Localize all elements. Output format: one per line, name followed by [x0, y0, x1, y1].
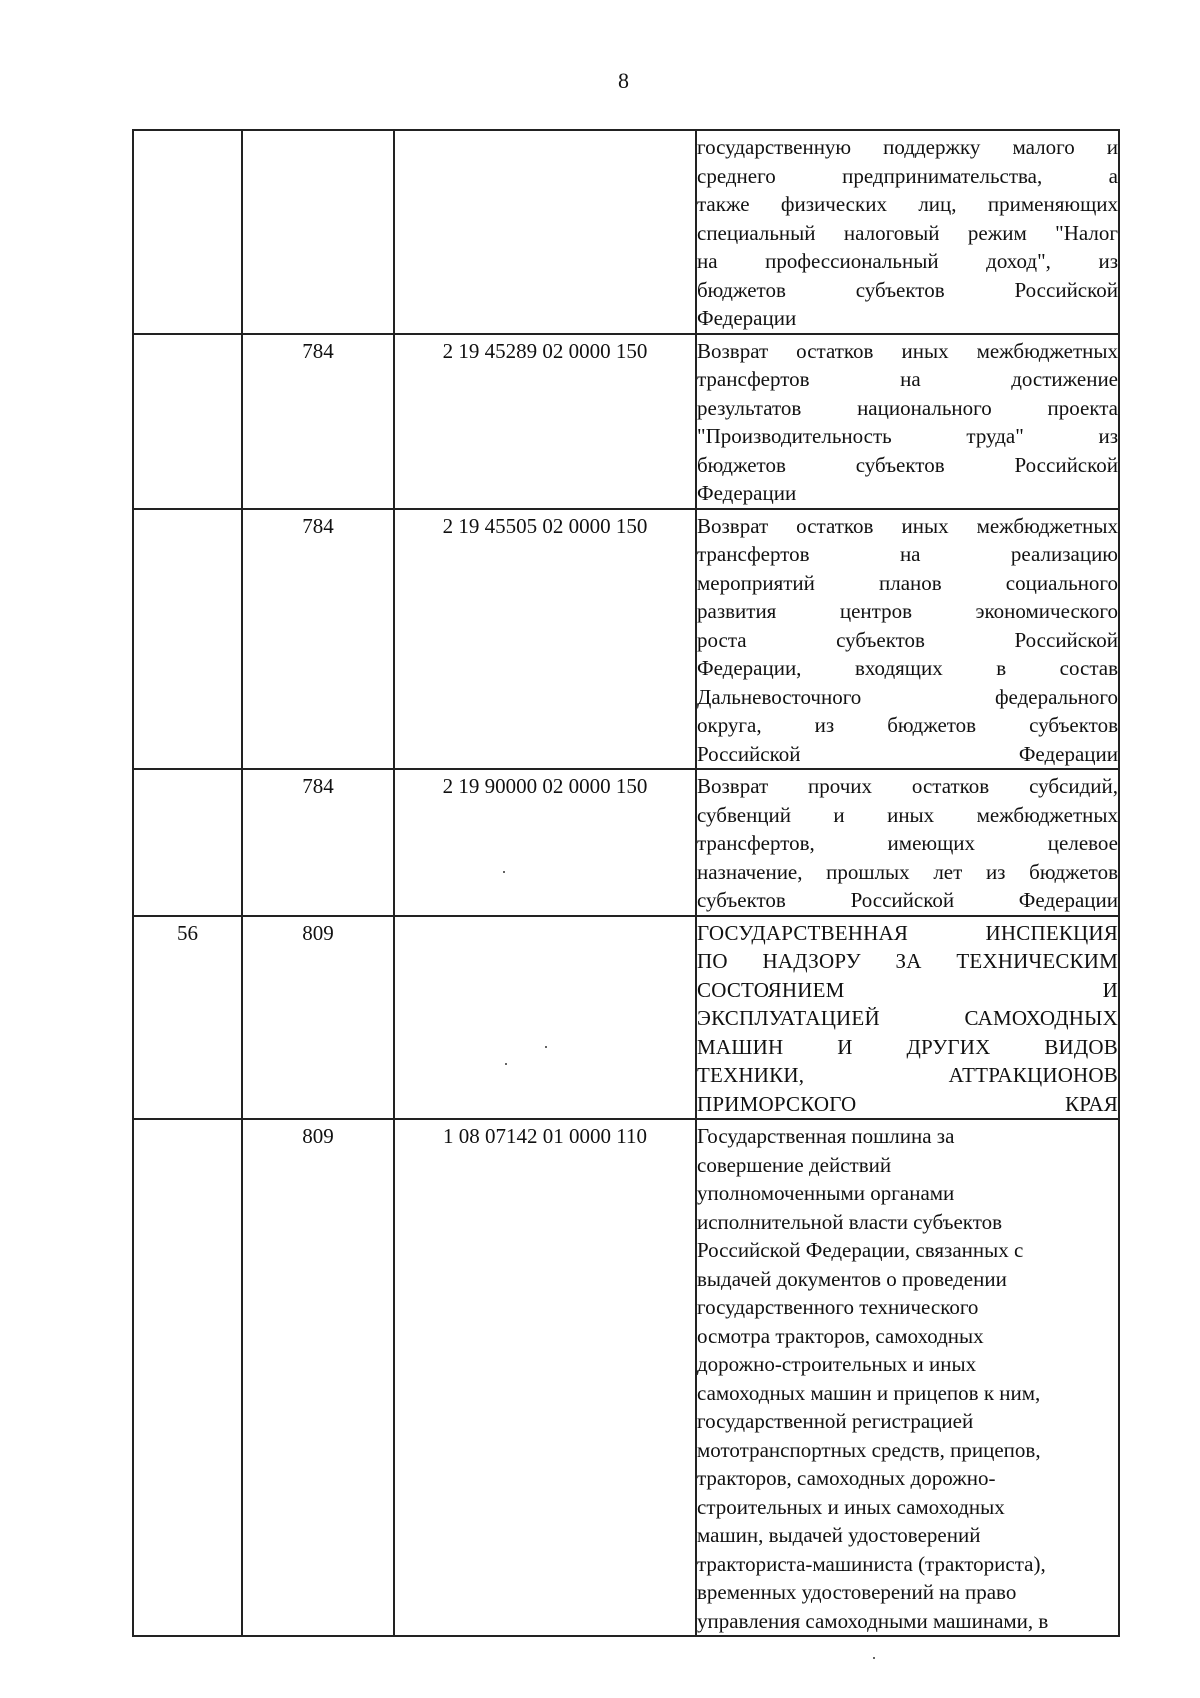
kbk-code-cell — [394, 509, 696, 770]
row-number-cell — [133, 334, 242, 509]
description-line: самоходных машин и прицепов к ним, — [697, 1380, 1041, 1405]
description-line: роста субъектов Российской — [697, 627, 1118, 652]
description-line: на профессиональный доход", из — [697, 249, 1118, 273]
scan-speck — [503, 871, 505, 873]
table-row — [133, 916, 1119, 1120]
description-line: СОСТОЯНИЕМ И — [697, 977, 1118, 1002]
description-line: трансфертов, имеющих целевое — [697, 831, 1118, 855]
admin-code-cell-text: 809 — [302, 920, 334, 945]
description-line: Дальневосточного федерального — [697, 684, 1118, 709]
description-line: Российской Федерации — [697, 741, 1118, 766]
table-row — [133, 1119, 1119, 1636]
description-line: государственного технического — [697, 1295, 979, 1319]
description-line: дорожно-строительных и иных — [697, 1352, 977, 1376]
kbk-code-cell-text — [395, 917, 695, 919]
description-line: специальный налоговый режим "Налог — [697, 220, 1118, 245]
description-line: округа, из бюджетов субъектов — [697, 713, 1118, 737]
kbk-code-cell-text: 1 08 07142 01 0000 110 — [443, 1124, 647, 1148]
description-cell — [696, 769, 1119, 916]
description-line: машин, выдачей удостоверений — [697, 1523, 981, 1547]
description-line: ТЕХНИКИ, АТТРАКЦИОНОВ — [697, 1063, 1118, 1087]
budget-codes-table — [132, 129, 1120, 1637]
description-line: бюджетов субъектов Российской — [697, 277, 1118, 302]
row-number-cell-text — [134, 131, 241, 133]
description-line: "Производительность труда" из — [697, 424, 1118, 448]
description-line: выдачей документов о проведении — [697, 1266, 1007, 1291]
page-number: 8 — [618, 68, 629, 93]
admin-code-cell — [242, 916, 394, 1120]
description-line: строительных и иных самоходных — [697, 1494, 1005, 1519]
description-line: тракториста-машиниста (тракториста), — [697, 1551, 1046, 1576]
description-line: мототранспортных средств, прицепов, — [697, 1437, 1041, 1462]
description-line: Возврат остатков иных межбюджетных — [697, 513, 1118, 538]
kbk-code-cell — [394, 916, 696, 1120]
description-line: трансфертов на реализацию — [697, 542, 1118, 566]
row-number-cell-text — [134, 770, 241, 772]
scan-speck — [873, 1657, 875, 1659]
row-number-cell — [133, 1119, 242, 1636]
kbk-code-cell-text: 2 19 45505 02 0000 150 — [442, 513, 648, 538]
row-number-cell-text — [134, 510, 241, 512]
description-line: субъектов Российской Федерации — [697, 888, 1118, 912]
description-line: среднего предпринимательства, а — [697, 163, 1118, 188]
admin-code-cell — [242, 769, 394, 916]
admin-code-cell — [242, 509, 394, 770]
description-cell — [696, 509, 1119, 770]
description-line: бюджетов субъектов Российской — [697, 452, 1118, 477]
description-line: временных удостоверений на право — [697, 1580, 1017, 1604]
admin-code-cell-text: 784 — [302, 774, 334, 798]
admin-code-cell — [242, 1119, 394, 1636]
description-line: Возврат остатков иных межбюджетных — [697, 338, 1118, 363]
row-number-cell-text: 56 — [177, 920, 198, 945]
description-line: Государственная пошлина за — [697, 1124, 955, 1148]
description-line: назначение, прошлых лет из бюджетов — [697, 859, 1118, 884]
description-line: ПРИМОРСКОГО КРАЯ — [697, 1091, 1118, 1116]
description-cell — [696, 334, 1119, 509]
description-line: мероприятий планов социального — [697, 570, 1118, 595]
description-line: субвенций и иных межбюджетных — [697, 802, 1118, 827]
admin-code-cell-text: 784 — [302, 338, 334, 363]
description-line: ЭКСПЛУАТАЦИЕЙ САМОХОДНЫХ — [697, 1006, 1118, 1030]
kbk-code-cell — [394, 769, 696, 916]
table-row — [133, 509, 1119, 770]
description-line: исполнительной власти субъектов — [697, 1209, 1003, 1234]
admin-code-cell-text: 809 — [302, 1124, 334, 1148]
kbk-code-cell — [394, 1119, 696, 1636]
description-line: Российской Федерации, связанных с — [697, 1238, 1024, 1262]
scan-speck — [545, 1046, 547, 1048]
description-line: управления самоходными машинами, в — [697, 1608, 1049, 1633]
kbk-code-cell-text: 2 19 90000 02 0000 150 — [442, 774, 648, 798]
description-cell — [696, 916, 1119, 1120]
kbk-code-cell — [394, 130, 696, 334]
description-line: совершение действий — [697, 1152, 892, 1177]
description-line: результатов национального проекта — [697, 395, 1118, 420]
description-cell — [696, 1119, 1119, 1636]
table-row — [133, 769, 1119, 916]
description-line: Федерации — [697, 306, 797, 330]
description-line: осмотра тракторов, самоходных — [697, 1323, 984, 1348]
description-line: тракторов, самоходных дорожно- — [697, 1466, 996, 1490]
description-line: также физических лиц, применяющих — [697, 192, 1118, 216]
row-number-cell — [133, 769, 242, 916]
description-line: ГОСУДАРСТВЕННАЯ ИНСПЕКЦИЯ — [697, 920, 1118, 945]
description-line: государственной регистрацией — [697, 1409, 974, 1433]
row-number-cell — [133, 509, 242, 770]
scan-speck — [505, 1063, 507, 1065]
row-number-cell — [133, 130, 242, 334]
description-line: государственную поддержку малого и — [697, 135, 1118, 159]
description-line: ПО НАДЗОРУ ЗА ТЕХНИЧЕСКИМ — [697, 949, 1118, 973]
description-line: Федерации, входящих в состав — [697, 656, 1118, 680]
description-line: развития центров экономического — [697, 599, 1118, 623]
row-number-cell-text — [134, 335, 241, 337]
admin-code-cell — [242, 334, 394, 509]
description-line: уполномоченными органами — [697, 1181, 955, 1205]
description-line: Федерации — [697, 481, 797, 505]
kbk-code-cell-text — [395, 131, 695, 133]
row-number-cell — [133, 916, 242, 1120]
description-line: МАШИН И ДРУГИХ ВИДОВ — [697, 1034, 1118, 1059]
description-line: Возврат прочих остатков субсидий, — [697, 774, 1118, 798]
row-number-cell-text — [134, 1120, 241, 1122]
table-row — [133, 334, 1119, 509]
admin-code-cell-text: 784 — [302, 513, 334, 538]
description-cell — [696, 130, 1119, 334]
admin-code-cell-text — [243, 131, 393, 133]
kbk-code-cell — [394, 334, 696, 509]
description-line: трансфертов на достижение — [697, 367, 1118, 391]
kbk-code-cell-text: 2 19 45289 02 0000 150 — [442, 338, 648, 363]
table-row — [133, 130, 1119, 334]
admin-code-cell — [242, 130, 394, 334]
